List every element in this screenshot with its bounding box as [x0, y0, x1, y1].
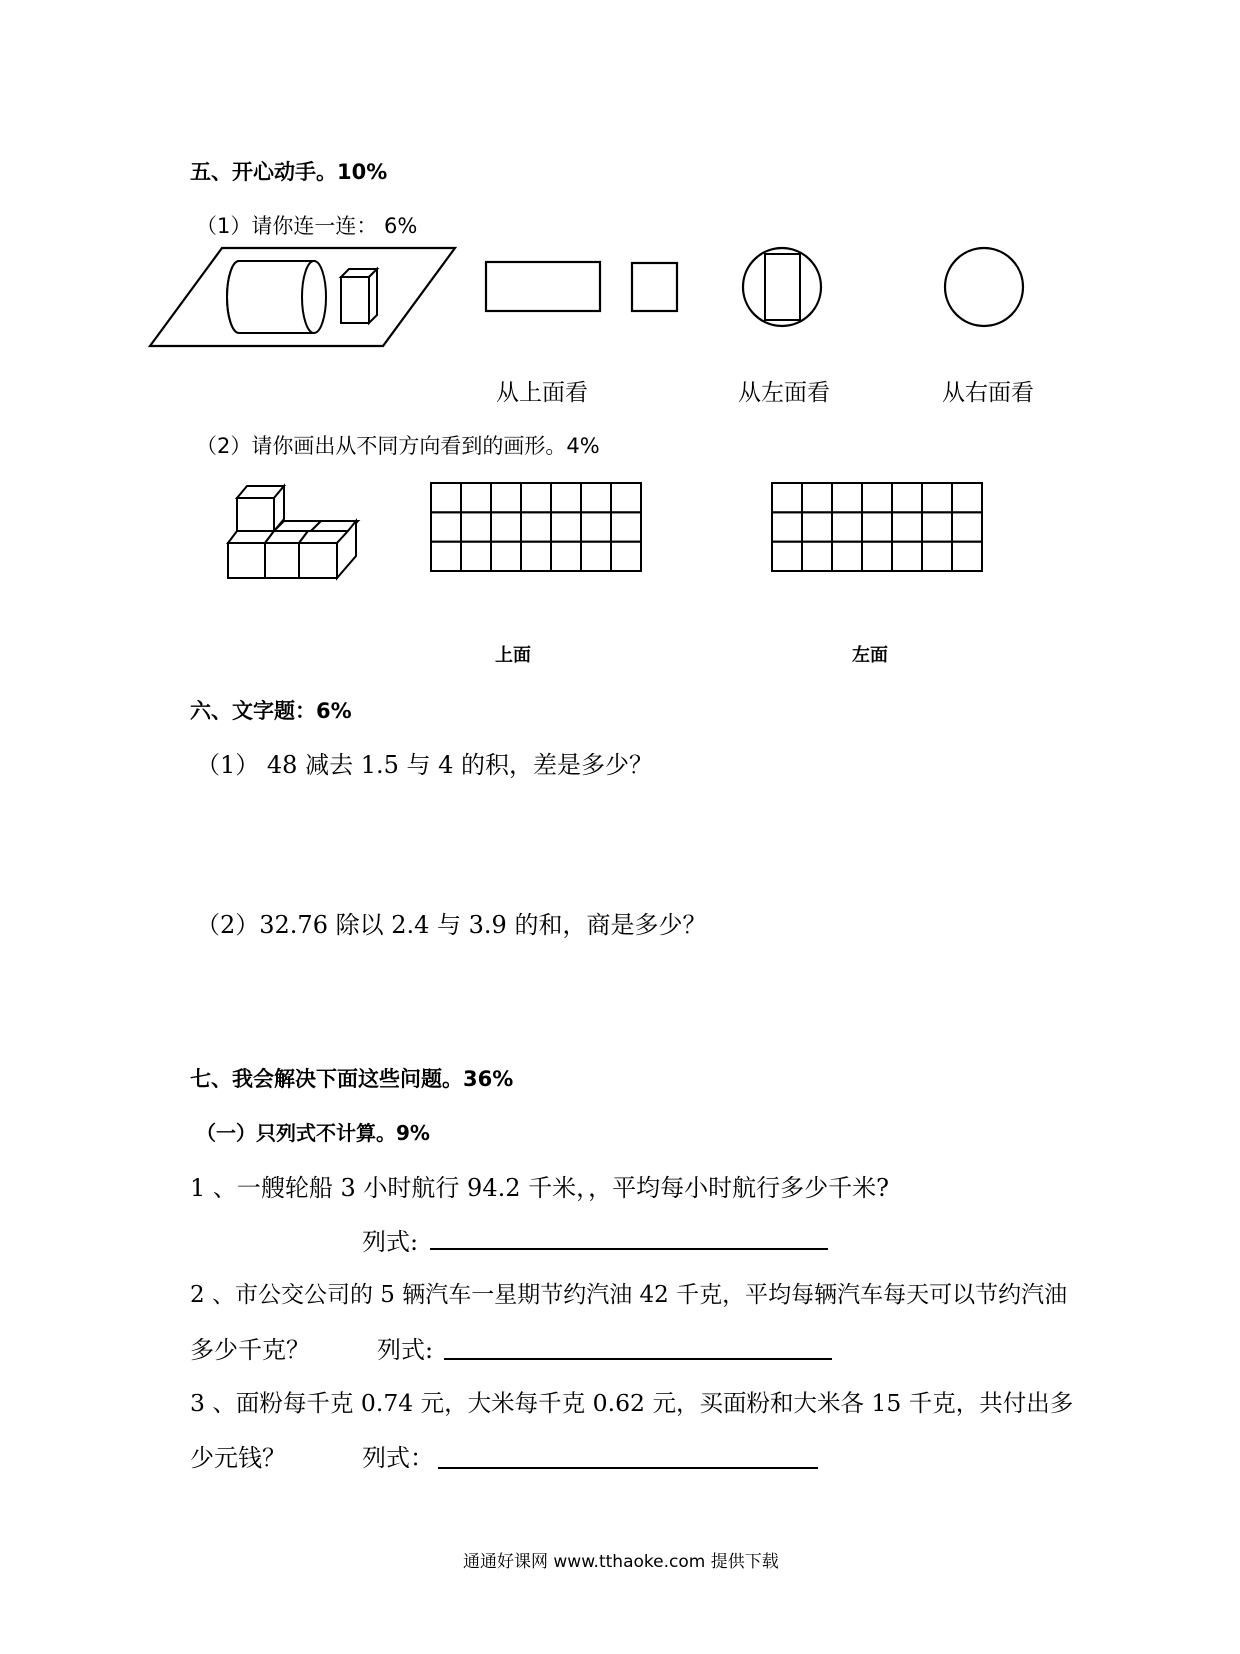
grid-left-view-cell[interactable] — [922, 483, 952, 512]
grid-left-view-cell[interactable] — [832, 512, 862, 541]
section-6-title: 六、文字题：6% — [190, 699, 352, 723]
grid-left-view-cell[interactable] — [922, 512, 952, 541]
section-7-subtitle: （一）只列式不计算。9% — [196, 1121, 430, 1145]
grid-left-view-cell[interactable] — [802, 512, 832, 541]
section-5-title: 五、开心动手。10% — [190, 160, 388, 184]
grid-left-view-cell[interactable] — [922, 542, 952, 571]
grid-left-view-cell[interactable] — [862, 512, 892, 541]
section-5-q2-title: （2）请你画出从不同方向看到的画形。4% — [196, 434, 600, 458]
problem-3-answer-line[interactable] — [438, 1467, 818, 1469]
problem-2-line2: 多少千克？ — [190, 1336, 310, 1364]
view-label-left: 从左面看 — [738, 380, 830, 406]
problem-3-formula-label: 列式： — [362, 1444, 434, 1472]
grid-left-view-cell[interactable] — [832, 483, 862, 512]
grid-left-view-cell[interactable] — [832, 542, 862, 571]
grid-left-view-cell[interactable] — [772, 483, 802, 512]
grid-left-view-cell[interactable] — [772, 512, 802, 541]
grid-left-view-cell[interactable] — [952, 483, 982, 512]
problem-3-line1: 3 、面粉每千克 0.74 元，大米每千克 0.62 元，买面粉和大米各 15 千克，共付出多 — [190, 1389, 1074, 1417]
grid-left-view-cell[interactable] — [772, 542, 802, 571]
section-5-q1-title: （1）请你连一连： 6% — [196, 214, 418, 238]
view-label-top: 从上面看 — [496, 380, 588, 406]
grid-left-view-cell[interactable] — [892, 483, 922, 512]
problem-1-answer-line[interactable] — [430, 1248, 828, 1250]
footer-credit: 通通好课网 www.tthaoke.com 提供下载 — [463, 1552, 779, 1572]
grid-left-view-cell[interactable] — [952, 512, 982, 541]
problem-1: 1 、一艘轮船 3 小时航行 94.2 千米，，平均每小时航行多少千米? — [190, 1174, 889, 1202]
grid-left-view-cell[interactable] — [952, 542, 982, 571]
grid-left-view-cell[interactable] — [862, 483, 892, 512]
section-6-q2: （2）32.76 除以 2.4 与 3.9 的和，商是多少？ — [196, 911, 707, 939]
grid-left-view-cell[interactable] — [802, 483, 832, 512]
problem-2-formula-label: 列式: — [377, 1336, 434, 1364]
grid-left-view-cell[interactable] — [862, 542, 892, 571]
problem-3-line2: 少元钱？ — [190, 1444, 286, 1472]
problem-1-formula-label: 列式: — [362, 1228, 419, 1256]
grid-left-view-cell[interactable] — [892, 542, 922, 571]
view-label-right: 从右面看 — [942, 380, 1034, 406]
section-6-q1: （1） 48 减去 1.5 与 4 的积，差是多少？ — [196, 751, 654, 779]
problem-2-answer-line[interactable] — [444, 1358, 832, 1360]
section-7-title: 七、我会解决下面这些问题。36% — [190, 1067, 514, 1091]
grid-label-top: 上面 — [495, 645, 531, 666]
grid-left-view-cell[interactable] — [892, 512, 922, 541]
grid-left-view-cell[interactable] — [802, 542, 832, 571]
grid-label-left: 左面 — [852, 645, 888, 666]
problem-2-line1: 2 、市公交公司的 5 辆汽车一星期节约汽油 42 千克，平均每辆汽车每天可以节约汽油 — [190, 1282, 1068, 1308]
